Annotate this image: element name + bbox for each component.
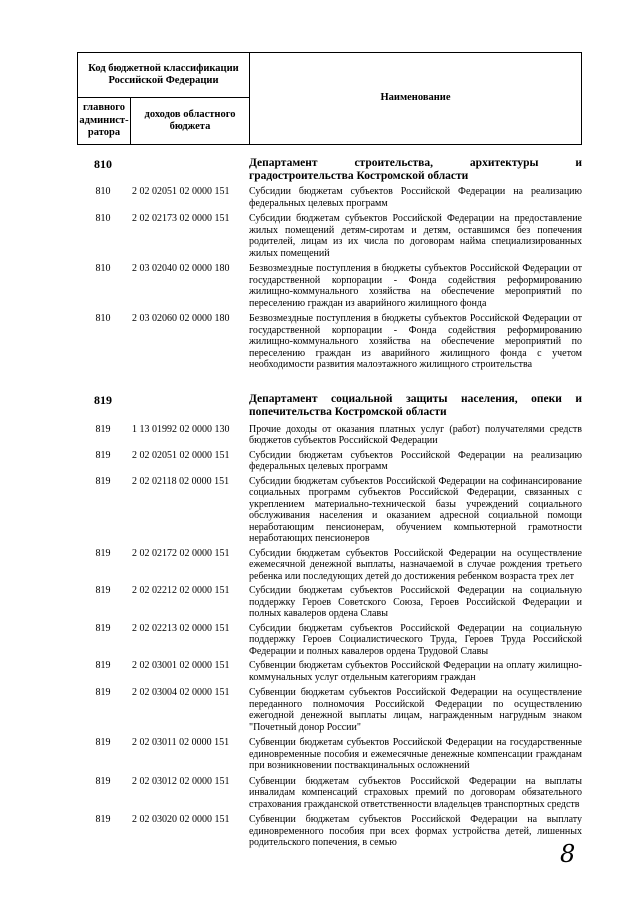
admin-code: 819 (95, 737, 111, 748)
table-row (77, 623, 582, 658)
table-row (77, 737, 582, 772)
table-row (77, 476, 582, 545)
income-name: Субсидии бюджетам субъектов Российской Федерации на социальную поддержку Героев Социалистического Труда, Героев Труда Российской Федерации и полных кавалеров ордена Трудовой Славы (249, 622, 582, 657)
income-name: Безвозмездные поступления в бюджеты субъектов Российской Федерации от государственной корпорации - Фонда содействия реформированию жилищно-коммунального хозяйства на обеспечение мероприятий по переселению граждан из аварийного жилищного фонда с учетом необходимости развития малоэтажного жилищного строительства (249, 313, 582, 370)
income-name: Субсидии бюджетам субъектов Российской Федерации на социальную поддержку Героев Советского Союза, Героев Российской Федерации и полных кавалеров ордена Славы (249, 585, 582, 619)
table-row (77, 263, 582, 309)
income-code: 2 02 03004 02 0000 151 (132, 687, 230, 698)
income-name: Субвенции бюджетам субъектов Российской Федерации на оплату жилищно-коммунальных услуг отдельным категориям граждан (249, 660, 582, 683)
header-group-cell: Код бюджетной классификации Российской Федерации (78, 53, 250, 98)
income-name: Субсидии бюджетам субъектов Российской Федерации на реализацию федеральных целевых программ (249, 449, 582, 472)
income-name: Субвенции бюджетам субъектов Российской Федерации на выплаты инвалидам компенсаций страховых премий по договорам обязательного страхования гражданской ответственности владельцев транспортных средств (249, 775, 582, 810)
income-code: 2 02 03012 02 0000 151 (132, 775, 230, 787)
table-row (77, 776, 582, 811)
admin-code: 819 (95, 475, 111, 487)
header-income-cell: доходов областного бюджета (131, 98, 250, 145)
admin-code: 810 (95, 186, 111, 197)
admin-code: 819 (95, 622, 111, 634)
admin-code: 810 (94, 157, 112, 171)
income-name: Субсидии бюджетам субъектов Российской Федерации на реализацию федеральных целевых программ (249, 186, 582, 209)
admin-code: 819 (95, 449, 111, 461)
income-code: 1 13 01992 02 0000 130 (132, 423, 230, 435)
admin-code: 819 (94, 392, 112, 407)
department-name: Департамент социальной защиты населения, опеки и попечительства Костромской области (249, 392, 582, 418)
budget-codes-list (77, 154, 582, 849)
admin-code: 810 (95, 313, 111, 324)
income-name: Прочие доходы от оказания платных услуг (работ) получателями средств бюджетов субъектов Российской Федерации (249, 423, 582, 446)
admin-code: 810 (95, 263, 111, 274)
table-row (77, 186, 582, 209)
income-code: 2 02 02051 02 0000 151 (132, 186, 230, 197)
income-code: 2 03 02040 02 0000 180 (132, 263, 230, 274)
income-code: 2 02 02172 02 0000 151 (132, 547, 230, 559)
section-row (77, 393, 582, 419)
header-admin-cell: главного админист-ратора (78, 98, 131, 145)
table-row (77, 450, 582, 473)
admin-code: 819 (95, 814, 111, 825)
admin-code: 819 (95, 687, 111, 698)
admin-code: 819 (95, 423, 111, 435)
income-code: 2 02 03001 02 0000 151 (132, 660, 230, 671)
income-name: Субсидии бюджетам субъектов Российской Федерации на предоставление жилых помещений детям-сиротам и детям, оставшимся без попечения родителей, лицам из их числа по договорам найма специализированных жилых помещений (249, 213, 582, 259)
header-name-cell: Наименование (250, 53, 582, 145)
income-code: 2 02 03020 02 0000 151 (132, 814, 230, 825)
income-name: Субвенции бюджетам субъектов Российской Федерации на выплату единовременного пособия при всех формах устройства детей, лишенных родительского попечения, в семью (249, 814, 582, 848)
admin-code: 819 (95, 547, 111, 559)
department-name: Департамент строительства, архитектуры и градостроительства Костромской области (249, 157, 582, 182)
income-name: Субсидии бюджетам субъектов Российской Федерации на софинансирование социальных программ субъектов Российской Федерации, связанных с укреплением материально-технической базы учреждений социального обслуживания населения и оказанием адресной социальной помощи неработающим пенсионерам, обучением компьютерной грамотности неработающих пенсионеров (249, 475, 582, 544)
admin-code: 819 (95, 660, 111, 671)
table-row (77, 687, 582, 733)
table-row (77, 424, 582, 447)
income-code: 2 02 02213 02 0000 151 (132, 622, 230, 634)
income-name: Субсидии бюджетам субъектов Российской Федерации на осуществление ежемесячной денежной выплаты, назначаемой в случае рождения третьего ребенка или последующих детей до достижения ребенком возраста трех лет (249, 547, 582, 582)
table-row (77, 548, 582, 583)
table-row (77, 585, 582, 620)
income-code: 2 02 02118 02 0000 151 (132, 475, 230, 487)
admin-code: 810 (95, 213, 111, 224)
header-table (77, 52, 582, 145)
admin-code: 819 (95, 775, 111, 787)
income-name: Безвозмездные поступления в бюджеты субъектов Российской Федерации от государственной корпорации - Фонда содействия реформированию жилищно-коммунального хозяйства на обеспечение мероприятий по переселению граждан из аварийного жилищного фонда (249, 263, 582, 309)
income-code: 2 02 02212 02 0000 151 (132, 585, 230, 596)
table-row (77, 814, 582, 849)
income-name: Субвенции бюджетам субъектов Российской Федерации на государственные единовременные пособия и ежемесячные денежные компенсации гражданам при возникновении поствакцинальных осложнений (249, 737, 582, 771)
table-row (77, 213, 582, 259)
income-code: 2 02 03011 02 0000 151 (132, 737, 230, 748)
table-row (77, 660, 582, 683)
income-name: Субвенции бюджетам субъектов Российской Федерации на осуществление переданного полномочия Российской Федерации по осуществлению ежегодной денежной выплаты лицам, награжденным нагрудным знаком "Почетный донор России" (249, 687, 582, 733)
income-code: 2 03 02060 02 0000 180 (132, 313, 230, 324)
page-number: 8 (560, 840, 576, 868)
admin-code: 819 (95, 585, 111, 596)
income-code: 2 02 02051 02 0000 151 (132, 449, 230, 461)
section-row (77, 157, 582, 183)
table-row (77, 313, 582, 371)
income-code: 2 02 02173 02 0000 151 (132, 213, 230, 224)
